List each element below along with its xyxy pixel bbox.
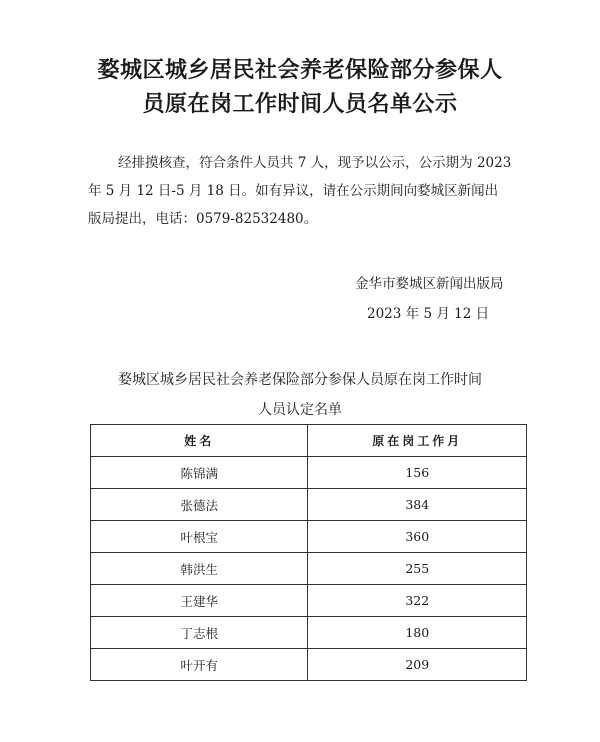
- document-title-line-1: 婺城区城乡居民社会养老保险部分参保人: [97, 58, 503, 83]
- cell-months: 156: [308, 457, 527, 489]
- issue-date: 2023 年 5 月 12 日: [367, 306, 490, 322]
- cell-name: 丁志根: [91, 617, 308, 649]
- notice-body-line-2: 年 5 月 12 日-5 月 18 日。如有异议，请在公示期间向婺城区新闻出: [88, 183, 499, 199]
- cell-name: 陈锦满: [91, 457, 308, 489]
- cell-name: 韩洪生: [91, 553, 308, 585]
- cell-months: 322: [308, 585, 527, 617]
- cell-months: 180: [308, 617, 527, 649]
- cell-name: 叶根宝: [91, 521, 308, 553]
- table-row: [91, 585, 527, 617]
- table-row: [91, 649, 527, 681]
- cell-months: 360: [308, 521, 527, 553]
- table-caption-line-2: 人员认定名单: [258, 402, 342, 418]
- header-months: 原在岗工作月: [308, 425, 527, 457]
- table-row: [91, 521, 527, 553]
- table-header-row: [91, 425, 527, 457]
- table-row: [91, 489, 527, 521]
- cell-months: 209: [308, 649, 527, 681]
- cell-name: 张德法: [91, 489, 308, 521]
- issuing-organization: 金华市婺城区新闻出版局: [355, 276, 504, 292]
- table-row: [91, 457, 527, 489]
- notice-body-line-3: 版局提出，电话：0579-82532480。: [88, 211, 318, 227]
- table-row: [91, 553, 527, 585]
- roster-table: [90, 424, 527, 681]
- cell-name: 王建华: [91, 585, 308, 617]
- header-name: 姓名: [91, 425, 308, 457]
- notice-body-line-1: 经排摸核查，符合条件人员共 7 人，现予以公示，公示期为 2023: [118, 155, 512, 171]
- table-caption-line-1: 婺城区城乡居民社会养老保险部分参保人员原在岗工作时间: [118, 372, 482, 388]
- cell-months: 384: [308, 489, 527, 521]
- document-title-line-2: 员原在岗工作时间人员名单公示: [142, 92, 458, 117]
- table-row: [91, 617, 527, 649]
- cell-months: 255: [308, 553, 527, 585]
- cell-name: 叶开有: [91, 649, 308, 681]
